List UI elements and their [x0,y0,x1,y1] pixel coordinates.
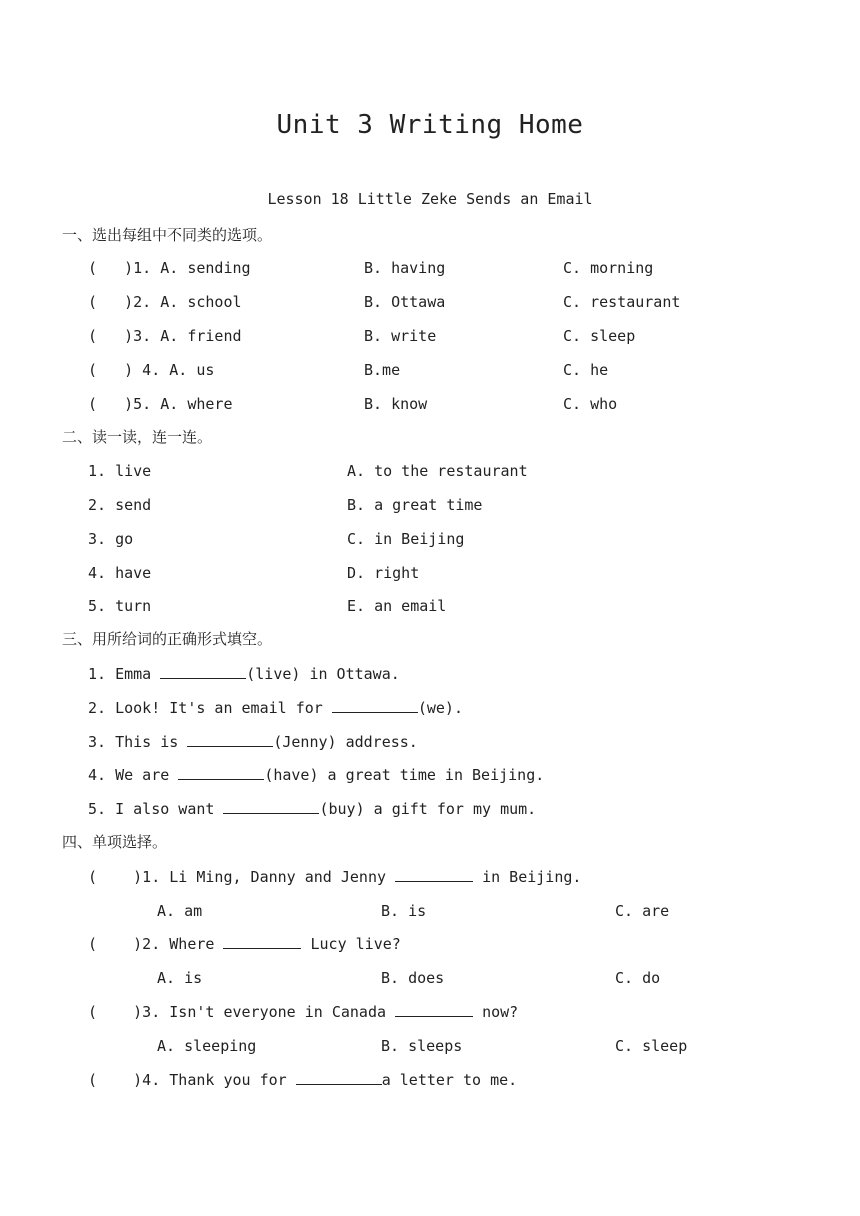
mc-question-text-after: a letter to me. [381,1071,518,1089]
s1-option-b: B. write [364,327,437,345]
fill-blank-text-after: (have) a great time in Beijing. [264,766,545,784]
mc-question [88,866,581,888]
s1-option-a: ( )2. A. school [88,293,242,311]
mc-option-b: B. is [381,902,427,920]
fill-blank-text-after: (buy) a gift for my mum. [319,800,537,818]
s2-right-item: A. to the restaurant [347,462,528,480]
s2-right-item: E. an email [347,597,447,615]
fill-blank-text-before: 3. This is [88,733,188,751]
mc-question [88,1001,518,1023]
s1-option-a: ( )3. A. friend [88,327,242,345]
fill-blank-text-before: 2. Look! It's an email for [88,699,332,717]
s1-option-c: C. he [563,361,609,379]
mc-option-c: C. do [615,969,661,987]
s2-left-item: 1. live [88,462,152,480]
s2-left-item: 5. turn [88,597,152,615]
answer-blank[interactable] [332,697,418,713]
fill-blank-item [88,731,418,753]
section-4-heading: 四、单项选择。 [62,833,168,851]
answer-blank[interactable] [178,764,264,780]
mc-question-text-before: ( )1. Li Ming, Danny and Jenny [88,868,396,886]
mc-question-text-before: ( )2. Where [88,935,224,953]
mc-question [88,933,401,955]
answer-blank[interactable] [223,933,301,949]
fill-blank-text-after: (Jenny) address. [273,733,418,751]
fill-blank-item [88,697,463,719]
fill-blank-item [88,798,536,820]
s1-option-b: B.me [364,361,401,379]
s1-option-b: B. know [364,395,428,413]
lesson-subtitle: Lesson 18 Little Zeke Sends an Email [267,190,593,208]
mc-question [88,1069,517,1091]
answer-blank[interactable] [296,1069,382,1085]
page-title: Unit 3 Writing Home [276,110,584,140]
mc-option-c: C. sleep [615,1037,688,1055]
s2-left-item: 3. go [88,530,134,548]
answer-blank[interactable] [395,1001,473,1017]
s1-option-b: B. Ottawa [364,293,446,311]
s1-option-a: ( )5. A. where [88,395,233,413]
s1-option-b: B. having [364,259,446,277]
fill-blank-text-after: (live) in Ottawa. [246,665,400,683]
s2-right-item: C. in Beijing [347,530,465,548]
mc-question-text-after: now? [473,1003,519,1021]
mc-question-text-after: in Beijing. [473,868,582,886]
mc-option-b: B. does [381,969,445,987]
mc-option-a: A. am [157,902,203,920]
s1-option-c: C. restaurant [563,293,681,311]
s2-right-item: D. right [347,564,420,582]
s2-left-item: 4. have [88,564,152,582]
section-3-heading: 三、用所给词的正确形式填空。 [62,630,273,648]
mc-option-a: A. is [157,969,203,987]
fill-blank-text-before: 1. Emma [88,665,161,683]
s2-left-item: 2. send [88,496,152,514]
s1-option-a: ( )1. A. sending [88,259,251,277]
fill-blank-item [88,764,544,786]
mc-question-text-after: Lucy live? [301,935,401,953]
answer-blank[interactable] [395,866,473,882]
s1-option-c: C. sleep [563,327,636,345]
section-1-heading: 一、选出每组中不同类的选项。 [62,226,273,244]
fill-blank-text-before: 4. We are [88,766,179,784]
mc-option-b: B. sleeps [381,1037,463,1055]
s1-option-c: C. morning [563,259,654,277]
answer-blank[interactable] [160,663,246,679]
fill-blank-item [88,663,400,685]
section-2-heading: 二、读一读，连一连。 [62,428,213,446]
fill-blank-text-after: (we). [417,699,463,717]
s2-right-item: B. a great time [347,496,483,514]
s1-option-c: C. who [563,395,618,413]
mc-option-a: A. sleeping [157,1037,257,1055]
mc-option-c: C. are [615,902,670,920]
s1-option-a: ( ) 4. A. us [88,361,215,379]
mc-question-text-before: ( )4. Thank you for [88,1071,296,1089]
answer-blank[interactable] [187,731,273,747]
mc-question-text-before: ( )3. Isn't everyone in Canada [88,1003,396,1021]
fill-blank-text-before: 5. I also want [88,800,224,818]
answer-blank[interactable] [223,798,319,814]
